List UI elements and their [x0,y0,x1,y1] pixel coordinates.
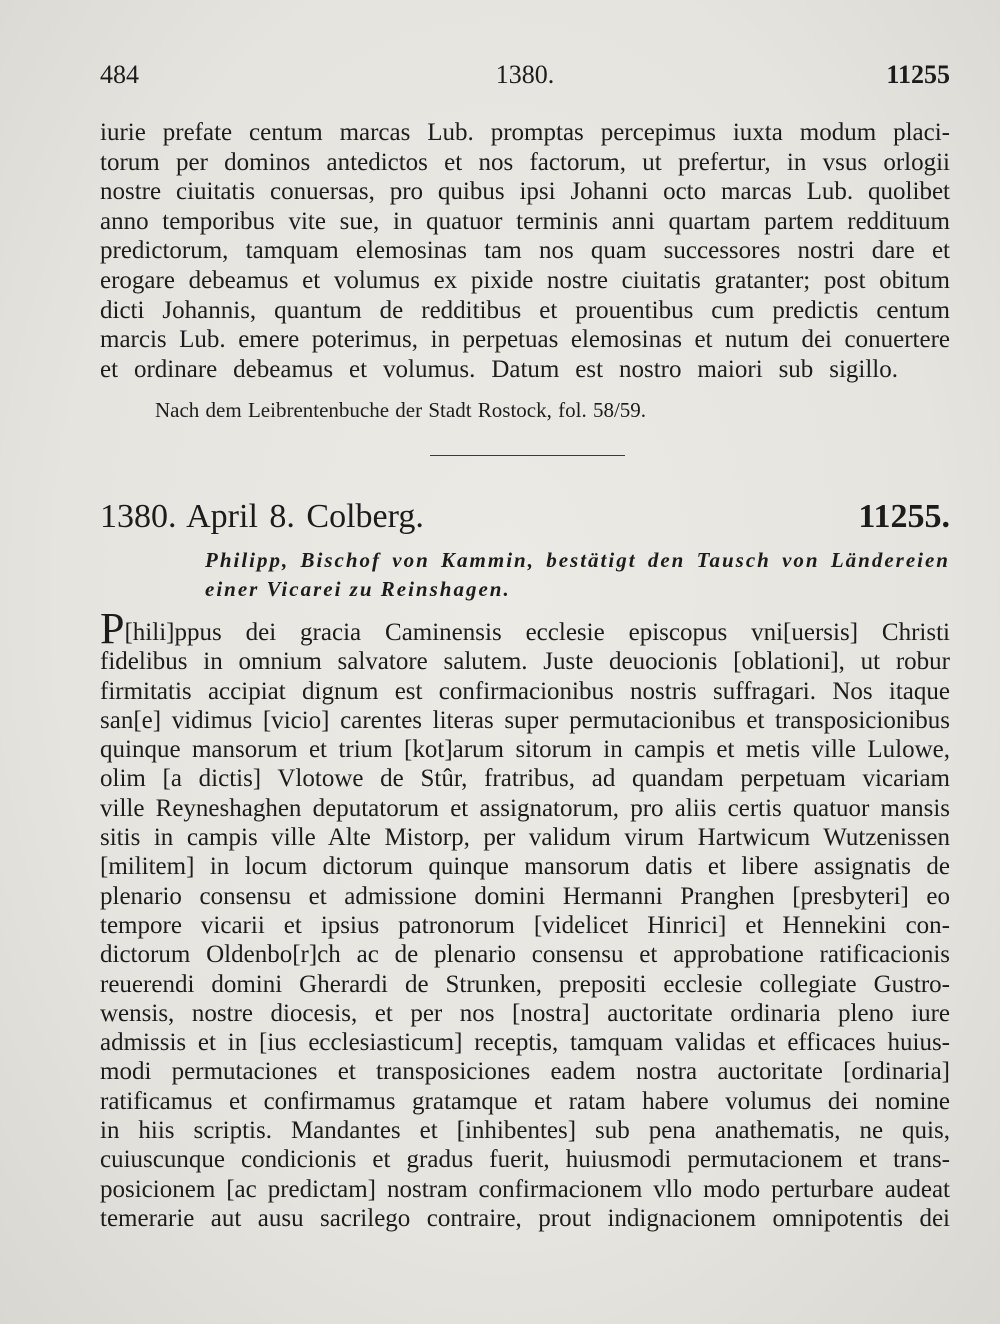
previous-document-text [100,118,950,384]
text-line: dictorum Oldenbo[r]ch ac de plenario consensu et approbatione ratificacionis [100,941,950,969]
document-summary-line: Philipp, Bischof von Kammin, bestätigt den Tausch von Ländereien [205,548,950,572]
text-line-rest: [hili]ppus dei gracia Caminensis ecclesie episcopus vni[uersis] Christi [124,619,950,646]
document-number: 11255. [858,498,950,535]
source-note: Nach dem Leibrentenbuche der Stadt Rostock, fol. 58/59. [155,398,647,422]
document-text [100,604,950,1233]
text-line: wensis, nostre diocesis, et per nos [nostra] auctoritate ordinaria pleno iure [100,999,950,1027]
text-line: modi permutaciones et transposiciones eadem nostra auctoritate [ordinaria] [100,1058,950,1086]
text-line: cuiuscunque condicionis et gradus fuerit, huiusmodi permutacionem et trans- [100,1146,950,1174]
text-line: fidelibus in omnium salvatore salutem. Juste deuocionis [oblationi], ut robur [100,648,950,676]
text-line: reuerendi domini Gherardi de Strunken, prepositi ecclesie collegiate Gustro- [100,970,950,998]
text-line: in hiis scriptis. Mandantes et [inhibentes] sub pena anathematis, ne quis, [100,1117,950,1145]
text-line: torum per dominos antedictos et nos factorum, ut prefertur, in vsus orlogii [100,148,950,176]
text-line: admissis et in [ius ecclesiasticum] receptis, tamquam validas et efficaces huius- [100,1029,950,1057]
text-line: dicti Johannis, quantum de redditibus et prouentibus cum predictis centum [100,296,950,324]
running-document-number: 11255 [886,60,950,89]
text-line: tempore vicarii et ipsius patronorum [videlicet Hinrici] et Hennekini con- [100,911,950,939]
document-heading [100,496,950,538]
text-line: sitis in campis ville Alte Mistorp, per validum virum Hartwicum Wutzenissen [100,824,950,852]
initial-letter: P [100,604,125,653]
text-line: erogare debeamus et volumus ex pixide nostre ciuitatis gratanter; post obitum [100,266,950,294]
text-line: [militem] in locum dictorum quinque mansorum datis et libere assignatis de [100,853,950,881]
document-summary [205,546,950,604]
document-date-place: 1380. April 8. Colberg. [100,498,424,535]
text-line: san[e] vidimus [vicio] carentes literas super permutacionibus et transposicionibus [100,706,950,734]
running-head [100,60,950,90]
running-title-year: 1380. [495,60,555,89]
document-summary-line: einer Vicarei zu Reinshagen. [205,577,511,601]
text-line: nostre ciuitatis conuersas, pro quibus ipsi Johanni octo marcas Lub. quolibet [100,178,950,206]
text-line: iurie prefate centum marcas Lub. promptas percepimus iuxta modum placi- [100,119,950,146]
section-divider [430,455,625,456]
page-number: 484 [100,60,139,89]
text-line: ratificamus et confirmamus gratamque et ratam habere volumus dei nomine [100,1087,950,1115]
text-line: marcis Lub. emere poterimus, in perpetuas elemosinas et nutum dei conuertere [100,326,950,354]
text-line: ville Reyneshaghen deputatorum et assignatorum, pro aliis certis quatuor mansis [100,794,950,822]
text-line: plenario consensu et admissione domini Hermanni Pranghen [presbyteri] eo [100,882,950,910]
text-line: firmitatis accipiat dignum est confirmacionibus nostris suffragari. Nos itaque [100,677,950,705]
text-line: posicionem [ac predictam] nostram confirmacionem vllo modo perturbare audeat [100,1175,950,1203]
text-line: olim [a dictis] Vlotowe de Stûr, fratribus, ad quandam perpetuam vicariam [100,765,950,793]
text-line: anno temporibus vite sue, in quatuor terminis anni quartam partem reddituum [100,207,950,235]
text-line-first [100,604,950,653]
text-line: et ordinare debeamus et volumus. Datum est nostro maiori sub sigillo. [100,355,898,383]
text-line: temerarie aut ausu sacrilego contraire, prout indignacionem omnipotentis dei [100,1204,950,1232]
text-line: predictorum, tamquam elemosinas tam nos quam successores nostri dare et [100,237,950,265]
text-line: quinque mansorum et trium [kot]arum sitorum in campis et metis ville Lulowe, [100,736,950,764]
